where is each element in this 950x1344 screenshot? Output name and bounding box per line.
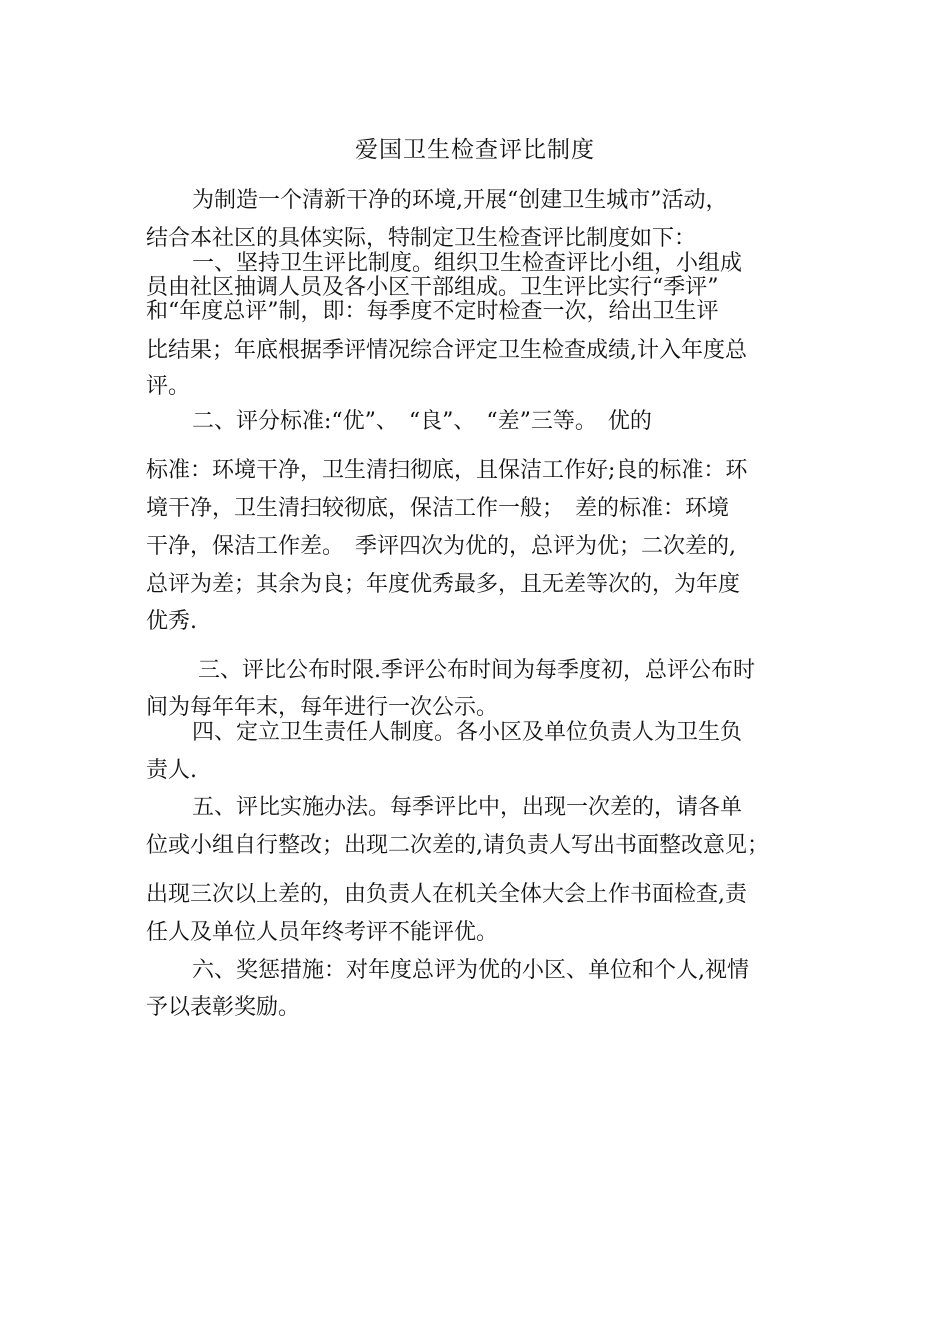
text-line-13: 优秀. [146, 609, 197, 634]
text-line-2: 结合本社区的具体实际，特制定卫生检查评比制度如下： [146, 226, 697, 251]
text-line-11: 干净，保洁工作差。 季评四次为优的，总评为优；二次差的, [146, 534, 736, 559]
text-line-1: 为制造一个清新干净的环境,开展“创建卫生城市”活动， [192, 188, 728, 213]
text-line-3: 一、坚持卫生评比制度。组织卫生检查评比小组，小组成 [192, 251, 743, 276]
text-line-5: 和“年度总评”制，即：每季度不定时检查一次，给出卫生评 [146, 299, 719, 324]
text-line-10: 境干净，卫生清扫较彻底，保洁工作一般； 差的标准：环境 [146, 496, 730, 521]
text-line-12: 总评为差；其余为良；年度优秀最多，且无差等次的，为年度 [146, 572, 741, 597]
text-line-6: 比结果；年底根据季评情况综合评定卫生检查成绩,计入年度总 [146, 338, 747, 363]
text-line-18: 五、评比实施办法。每季评比中，出现一次差的，请各单 [192, 795, 743, 820]
text-line-14: 三、评比公布时限.季评公布时间为每季度初，总评公布时 [198, 658, 755, 683]
text-line-23: 予以表彰奖励。 [146, 995, 301, 1020]
text-line-21: 任人及单位人员年终考评不能评优。 [146, 920, 499, 945]
text-line-15: 间为每年年末，每年进行一次公示。 [146, 695, 499, 720]
text-line-7: 评。 [146, 374, 191, 399]
text-line-9: 标准：环境干净，卫生清扫彻底，且保洁工作好;良的标准：环 [146, 458, 748, 483]
text-line-17: 责人. [146, 758, 197, 783]
text-line-22: 六、奖惩措施：对年度总评为优的小区、单位和个人,视情 [192, 958, 749, 983]
document-title: 爱国卫生检查评比制度 [355, 137, 595, 163]
text-line-19: 位或小组自行整改；出现二次差的,请负责人写出书面整改意见； [146, 833, 769, 858]
text-line-8: 二、评分标准:“优”、 “良”、 “差”三等。 优的 [192, 409, 652, 434]
text-line-16: 四、定立卫生责任人制度。各小区及单位负责人为卫生负 [192, 720, 743, 745]
text-line-20: 出现三次以上差的，由负责人在机关全体大会上作书面检查,责 [146, 882, 747, 907]
text-line-4: 员由社区抽调人员及各小区干部组成。卫生评比实行“季评” [146, 275, 719, 300]
